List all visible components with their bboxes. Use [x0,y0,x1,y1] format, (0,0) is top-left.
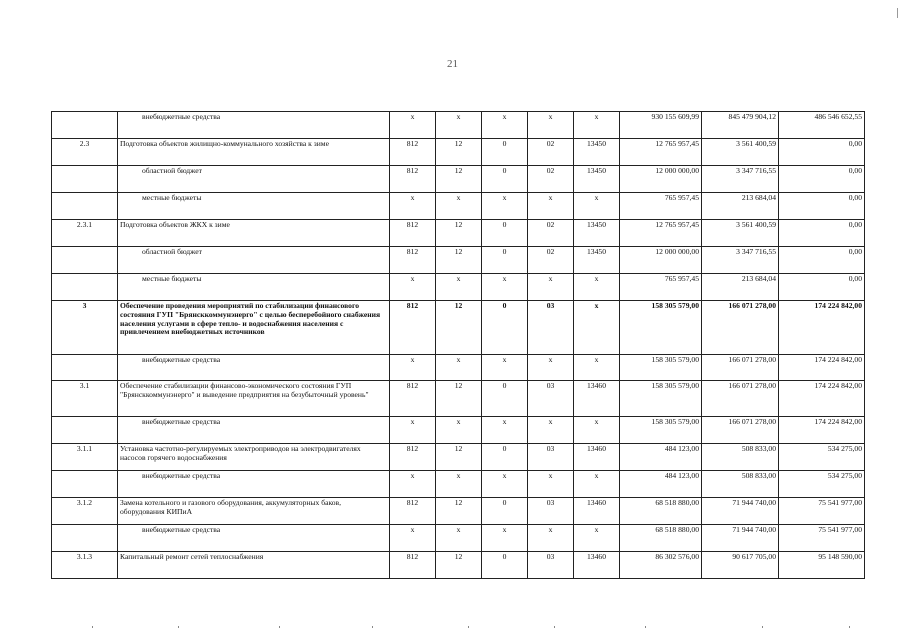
cell-target-article: 13450 [574,220,620,247]
cell-subprogram-code: 02 [528,139,574,166]
cell-subprogram-code: x [528,417,574,444]
cell-ministry-code: 812 [390,247,436,274]
cell-amount-year-1: 68 518 880,00 [620,498,702,525]
cell-amount-year-2: 166 071 278,00 [702,355,779,381]
table-row [52,355,865,381]
cell-subprogram-code: x [528,193,574,220]
cell-code: 3.1 [52,381,118,417]
cell-section-code: 12 [436,444,482,471]
scan-edge-mark [897,8,898,18]
cell-name: Капитальный ремонт сетей теплоснабжения [118,552,390,579]
cell-amount-year-2: 3 347 716,55 [702,166,779,193]
cell-program-code: 0 [482,552,528,579]
cell-amount-year-1: 68 518 880,00 [620,525,702,552]
cell-program-code: 0 [482,444,528,471]
cell-target-article: x [574,112,620,139]
cell-amount-year-2: 71 944 740,00 [702,498,779,525]
cell-ministry-code: 812 [390,381,436,417]
cell-amount-year-1: 158 305 579,00 [620,417,702,444]
cell-program-code: x [482,193,528,220]
cell-amount-year-2: 213 684,04 [702,274,779,301]
cell-section-code: 12 [436,301,482,355]
cell-program-code: 0 [482,498,528,525]
cell-program-code: x [482,417,528,444]
cell-amount-year-1: 484 123,00 [620,444,702,471]
cell-amount-year-2: 213 684,04 [702,193,779,220]
table-row [52,381,865,417]
cell-name: внебюджетные средства [118,355,390,381]
cell-ministry-code: x [390,471,436,498]
cell-subprogram-code: 02 [528,247,574,274]
cell-name: местные бюджеты [118,274,390,301]
cell-program-code: x [482,525,528,552]
cell-ministry-code: 812 [390,220,436,247]
cell-target-article: x [574,301,620,355]
cell-program-code: x [482,471,528,498]
table-row [52,417,865,444]
cell-program-code: 0 [482,247,528,274]
cell-ministry-code: x [390,417,436,444]
table-row [52,139,865,166]
cell-name: Обеспечение проведения мероприятий по стабилизации финансового состояния ГУП "Брянсккоммунэнерго" с целью бесперебойного снабжения населения услугами в сфере тепло- и водоснабжения населения с привлечением внебюджетных источников [118,301,390,355]
cell-amount-year-2: 166 071 278,00 [702,301,779,355]
cell-program-code: x [482,112,528,139]
cell-program-code: 0 [482,381,528,417]
cell-subprogram-code: 03 [528,381,574,417]
cell-code: 3.1.2 [52,498,118,525]
cell-subprogram-code: x [528,112,574,139]
cell-amount-year-2: 3 561 400,59 [702,139,779,166]
cell-amount-year-2: 508 833,00 [702,471,779,498]
cell-target-article: 13460 [574,498,620,525]
cell-section-code: x [436,274,482,301]
cell-name: Установка частотно-регулируемых электроприводов на электродвигателях насосов горячего водоснабжения [118,444,390,471]
cell-name: областной бюджет [118,247,390,274]
cell-ministry-code: 812 [390,301,436,355]
cell-subprogram-code: 02 [528,220,574,247]
cell-section-code: x [436,193,482,220]
cell-amount-year-3: 174 224 842,00 [779,381,865,417]
page-number: 21 [447,58,458,70]
cell-subprogram-code: x [528,355,574,381]
cell-amount-year-3: 534 275,00 [779,471,865,498]
cell-target-article: 13450 [574,139,620,166]
cell-ministry-code: x [390,193,436,220]
cell-name: местные бюджеты [118,193,390,220]
cell-amount-year-3: 0,00 [779,247,865,274]
cell-amount-year-2: 508 833,00 [702,444,779,471]
cell-code [52,112,118,139]
cell-amount-year-3: 174 224 842,00 [779,355,865,381]
cell-subprogram-code: x [528,471,574,498]
cell-target-article: x [574,525,620,552]
cell-section-code: 12 [436,552,482,579]
cell-target-article: 13450 [574,166,620,193]
cell-amount-year-1: 158 305 579,00 [620,301,702,355]
table-row [52,301,865,355]
cell-target-article: 13460 [574,381,620,417]
cell-target-article: x [574,417,620,444]
cell-target-article: x [574,355,620,381]
table-row [52,247,865,274]
cell-ministry-code: x [390,112,436,139]
cell-ministry-code: x [390,274,436,301]
cell-name: Замена котельного и газового оборудования, аккумуляторных баков, оборудования КИПиА [118,498,390,525]
cell-amount-year-1: 765 957,45 [620,193,702,220]
table-row [52,552,865,579]
cell-section-code: 12 [436,381,482,417]
cell-ministry-code: x [390,525,436,552]
cell-name: внебюджетные средства [118,417,390,444]
cell-amount-year-2: 3 347 716,55 [702,247,779,274]
cell-code [52,355,118,381]
cell-target-article: x [574,274,620,301]
cell-ministry-code: x [390,355,436,381]
cell-code: 3.1.3 [52,552,118,579]
cell-amount-year-3: 0,00 [779,139,865,166]
cell-code [52,193,118,220]
cell-amount-year-3: 75 541 977,00 [779,525,865,552]
cell-subprogram-code: x [528,525,574,552]
cell-subprogram-code: 02 [528,166,574,193]
cell-program-code: 0 [482,166,528,193]
cell-program-code: x [482,355,528,381]
cell-subprogram-code: 03 [528,444,574,471]
cell-section-code: 12 [436,139,482,166]
cell-section-code: 12 [436,220,482,247]
cell-section-code: x [436,525,482,552]
cell-section-code: 12 [436,247,482,274]
cell-section-code: x [436,471,482,498]
cell-target-article: 13460 [574,444,620,471]
cell-amount-year-3: 0,00 [779,193,865,220]
cell-amount-year-1: 12 765 957,45 [620,220,702,247]
cell-subprogram-code: 03 [528,301,574,355]
cell-amount-year-3: 534 275,00 [779,444,865,471]
cell-code: 2.3 [52,139,118,166]
cell-amount-year-1: 12 765 957,45 [620,139,702,166]
cell-ministry-code: 812 [390,166,436,193]
cell-amount-year-3: 0,00 [779,166,865,193]
cell-code [52,274,118,301]
cell-ministry-code: 812 [390,444,436,471]
cell-name: областной бюджет [118,166,390,193]
cell-name: Обеспечение стабилизации финансово-экономического состояния ГУП "Брянсккоммунэнерго" и выведение предприятия на безубыточный уровень" [118,381,390,417]
cell-amount-year-3: 75 541 977,00 [779,498,865,525]
cell-subprogram-code: 03 [528,498,574,525]
cell-ministry-code: 812 [390,552,436,579]
cell-name: Подготовка объектов жилищно-коммунального хозяйства к зиме [118,139,390,166]
cell-code: 3.1.1 [52,444,118,471]
cell-section-code: x [436,355,482,381]
cell-amount-year-2: 90 617 705,00 [702,552,779,579]
cell-amount-year-2: 845 479 904,12 [702,112,779,139]
cell-ministry-code: 812 [390,139,436,166]
cell-amount-year-1: 12 000 000,00 [620,247,702,274]
cell-code [52,166,118,193]
cell-code [52,525,118,552]
cell-amount-year-1: 765 957,45 [620,274,702,301]
cell-amount-year-2: 166 071 278,00 [702,381,779,417]
cell-target-article: 13460 [574,552,620,579]
cell-section-code: 12 [436,166,482,193]
cell-code: 2.3.1 [52,220,118,247]
table-row [52,193,865,220]
cell-amount-year-3: 95 148 590,00 [779,552,865,579]
cell-section-code: 12 [436,498,482,525]
cell-name: Подготовка объектов ЖКХ к зиме [118,220,390,247]
cell-amount-year-2: 166 071 278,00 [702,417,779,444]
cell-target-article: x [574,193,620,220]
cell-name: внебюджетные средства [118,471,390,498]
table-row [52,525,865,552]
table-row [52,166,865,193]
cell-name: внебюджетные средства [118,112,390,139]
cell-code [52,417,118,444]
cell-code: 3 [52,301,118,355]
cell-name: внебюджетные средства [118,525,390,552]
cell-ministry-code: 812 [390,498,436,525]
cell-amount-year-2: 3 561 400,59 [702,220,779,247]
table-row [52,444,865,471]
cell-code [52,471,118,498]
cell-amount-year-3: 174 224 842,00 [779,417,865,444]
cell-program-code: 0 [482,220,528,247]
cell-amount-year-1: 12 000 000,00 [620,166,702,193]
cell-amount-year-1: 158 305 579,00 [620,381,702,417]
cell-amount-year-1: 86 302 576,00 [620,552,702,579]
cell-amount-year-3: 174 224 842,00 [779,301,865,355]
table-row [52,498,865,525]
cell-section-code: x [436,112,482,139]
cell-program-code: 0 [482,301,528,355]
budget-table [51,111,865,579]
cell-program-code: x [482,274,528,301]
cell-subprogram-code: 03 [528,552,574,579]
cell-code [52,247,118,274]
cell-amount-year-3: 0,00 [779,220,865,247]
table-row [52,274,865,301]
cell-amount-year-1: 930 155 609,99 [620,112,702,139]
cell-amount-year-2: 71 944 740,00 [702,525,779,552]
cell-target-article: 13450 [574,247,620,274]
table-row [52,220,865,247]
cell-subprogram-code: x [528,274,574,301]
cell-amount-year-1: 484 123,00 [620,471,702,498]
cell-amount-year-3: 0,00 [779,274,865,301]
cell-amount-year-1: 158 305 579,00 [620,355,702,381]
cell-program-code: 0 [482,139,528,166]
cell-target-article: x [574,471,620,498]
cell-amount-year-3: 486 546 652,55 [779,112,865,139]
scan-dots [0,626,905,630]
cell-section-code: x [436,417,482,444]
table-row [52,471,865,498]
table-row [52,112,865,139]
